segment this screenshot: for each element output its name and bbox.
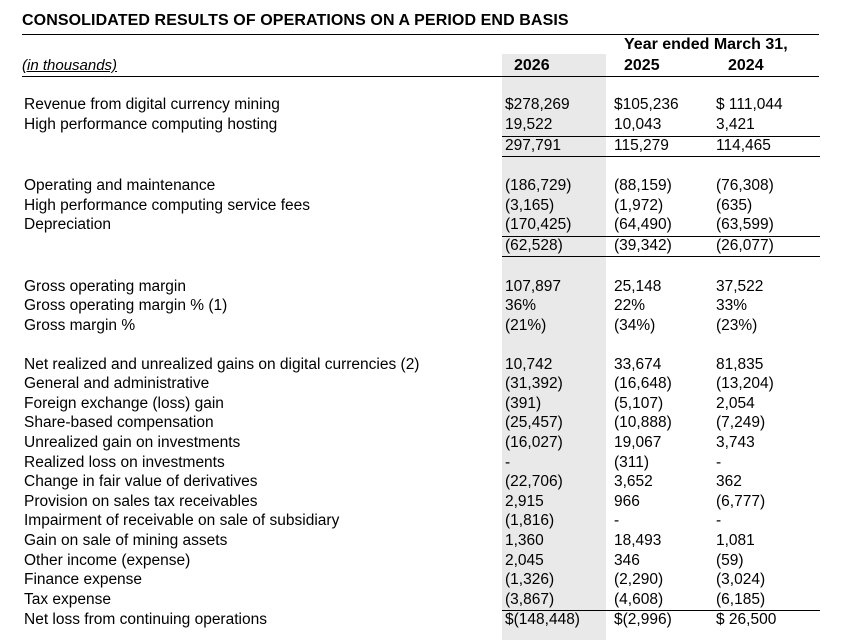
column-header-2024: 2024: [728, 57, 764, 74]
row-label: Foreign exchange (loss) gain: [24, 395, 224, 412]
value-2025: (34%): [614, 317, 656, 334]
value-2024: (3,024): [716, 571, 766, 588]
value-2025: $(2,996): [614, 611, 672, 628]
value-2024: (59): [716, 552, 744, 569]
value-2024: 362: [716, 473, 742, 490]
value-2025: (88,159): [614, 177, 672, 194]
value-2024: 1,081: [716, 532, 755, 549]
value-2024: 37,522: [716, 278, 764, 295]
value-2025: $105,236: [614, 96, 679, 113]
value-2024: -: [716, 512, 722, 529]
column-header-2025: 2025: [624, 57, 660, 74]
value-2025: 3,652: [614, 473, 653, 490]
value-2025: 346: [614, 552, 640, 569]
value-2025: (39,342): [614, 237, 672, 254]
subtotal-rule: [502, 256, 820, 257]
row-label: Impairment of receivable on sale of subsidiary: [24, 512, 340, 529]
value-2024: $ 26,500: [716, 611, 777, 628]
value-2024: -: [716, 454, 722, 471]
value-2026: -: [505, 454, 511, 471]
value-2024: (26,077): [716, 237, 774, 254]
title-rule: [22, 34, 819, 35]
table-row: [0, 395, 846, 415]
value-2026: 2,915: [505, 493, 544, 510]
row-label: Net realized and unrealized gains on digital currencies (2): [24, 356, 420, 373]
row-label: Provision on sales tax receivables: [24, 493, 258, 510]
statement-title: CONSOLIDATED RESULTS OF OPERATIONS ON A PERIOD END BASIS: [22, 12, 569, 29]
table-row: [0, 317, 846, 337]
value-2026: (16,027): [505, 434, 563, 451]
row-label: Net loss from continuing operations: [24, 611, 267, 628]
value-2025: -: [614, 512, 620, 529]
table-row: [0, 356, 846, 376]
period-label: Year ended March 31,: [624, 36, 788, 53]
value-2026: (3,165): [505, 197, 555, 214]
row-label: Gross margin %: [24, 317, 136, 334]
value-2026: $(148,448): [505, 611, 580, 628]
value-2026: (25,457): [505, 414, 563, 431]
value-2025: (4,608): [614, 591, 664, 608]
table-row: [0, 493, 846, 513]
value-2024: (635): [716, 197, 753, 214]
units-label: (in thousands): [22, 57, 118, 74]
row-label: Share-based compensation: [24, 414, 214, 431]
row-label: Unrealized gain on investments: [24, 434, 241, 451]
table-row: [0, 96, 846, 116]
value-2026: (391): [505, 395, 542, 412]
table-row: [0, 177, 846, 197]
value-2024: 81,835: [716, 356, 764, 373]
column-header-2026: 2026: [514, 57, 550, 74]
value-2026: $278,269: [505, 96, 570, 113]
value-2024: (63,599): [716, 216, 774, 233]
value-2026: 107,897: [505, 278, 562, 295]
value-2025: (16,648): [614, 375, 672, 392]
row-label: Gross operating margin: [24, 278, 186, 295]
value-2026: (1,816): [505, 512, 555, 529]
value-2024: 3,743: [716, 434, 755, 451]
row-label: General and administrative: [24, 375, 210, 392]
table-row: [0, 552, 846, 572]
value-2026: (3,867): [505, 591, 555, 608]
subtotal-row: [0, 237, 846, 257]
row-label: Change in fair value of derivatives: [24, 473, 258, 490]
subtotal-row: [0, 137, 846, 157]
value-2024: (13,204): [716, 375, 774, 392]
value-2024: $ 111,044: [716, 96, 783, 113]
value-2025: (5,107): [614, 395, 664, 412]
value-2026: (62,528): [505, 237, 563, 254]
value-2026: 36%: [505, 297, 537, 314]
value-2025: 25,148: [614, 278, 662, 295]
row-label: Gross operating margin % (1): [24, 297, 228, 314]
row-label: Tax expense: [24, 591, 112, 608]
value-2026: 1,360: [505, 532, 544, 549]
value-2025: (64,490): [614, 216, 672, 233]
value-2024: 33%: [716, 297, 748, 314]
table-row: [0, 414, 846, 434]
value-2025: (10,888): [614, 414, 672, 431]
value-2025: (311): [614, 454, 650, 471]
value-2026: (170,425): [505, 216, 572, 233]
value-2025: 10,043: [614, 116, 662, 133]
value-2025: (1,972): [614, 197, 664, 214]
table-row: [0, 473, 846, 493]
value-2026: 297,791: [505, 137, 562, 154]
value-2026: 2,045: [505, 552, 544, 569]
table-row: [0, 591, 846, 611]
row-label: Finance expense: [24, 571, 143, 588]
row-label: Realized loss on investments: [24, 454, 225, 471]
row-label: Gain on sale of mining assets: [24, 532, 228, 549]
table-row: [0, 216, 846, 236]
row-label: Depreciation: [24, 216, 112, 233]
value-2026: (1,326): [505, 571, 555, 588]
value-2026: 19,522: [505, 116, 553, 133]
value-2024: 2,054: [716, 395, 755, 412]
value-2026: (21%): [505, 317, 547, 334]
header-rule: [22, 76, 819, 77]
value-2026: (186,729): [505, 177, 572, 194]
table-row: [0, 434, 846, 454]
total-row: [0, 611, 846, 631]
value-2026: (31,392): [505, 375, 563, 392]
table-row: [0, 297, 846, 317]
table-row: [0, 278, 846, 298]
value-2024: (7,249): [716, 414, 766, 431]
row-label: High performance computing hosting: [24, 116, 278, 133]
value-2026: 10,742: [505, 356, 553, 373]
row-label: Revenue from digital currency mining: [24, 96, 280, 113]
table-row: [0, 116, 846, 136]
value-2025: 18,493: [614, 532, 662, 549]
row-label: Operating and maintenance: [24, 177, 216, 194]
value-2024: (76,308): [716, 177, 774, 194]
value-2025: (2,290): [614, 571, 664, 588]
value-2025: 19,067: [614, 434, 662, 451]
value-2025: 115,279: [614, 137, 669, 154]
value-2024: 3,421: [716, 116, 755, 133]
value-2024: (6,777): [716, 493, 766, 510]
value-2026: (22,706): [505, 473, 563, 490]
value-2024: 114,465: [716, 137, 771, 154]
value-2024: (23%): [716, 317, 758, 334]
table-row: [0, 532, 846, 552]
subtotal-rule: [502, 156, 820, 157]
row-label: High performance computing service fees: [24, 197, 311, 214]
table-row: [0, 571, 846, 591]
value-2025: 33,674: [614, 356, 662, 373]
value-2025: 966: [614, 493, 640, 510]
table-row: [0, 375, 846, 395]
row-label: Other income (expense): [24, 552, 191, 569]
value-2024: (6,185): [716, 591, 766, 608]
table-row: [0, 454, 846, 474]
table-row: [0, 512, 846, 532]
value-2025: 22%: [614, 297, 646, 314]
table-row: [0, 197, 846, 217]
